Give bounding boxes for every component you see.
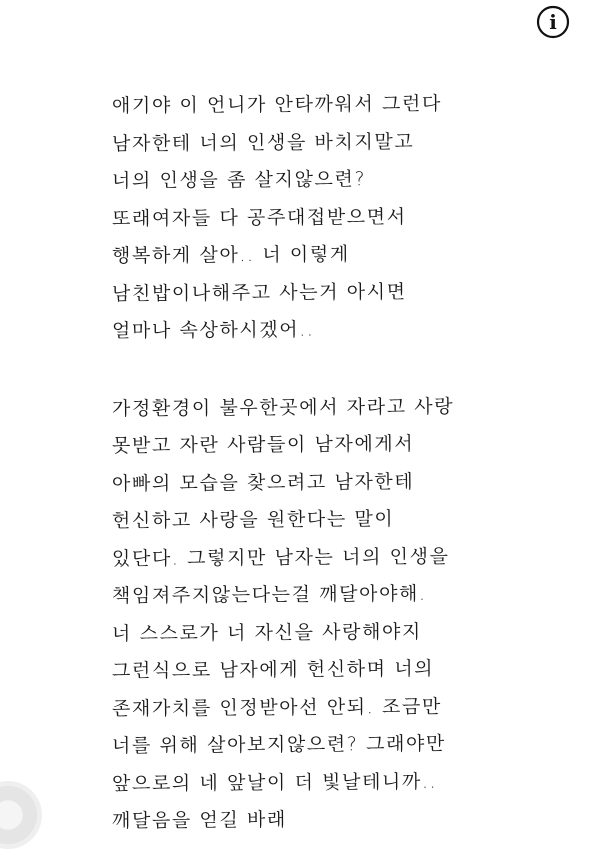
note-line: 헌신하고 사랑을 원한다는 말이 <box>111 508 395 532</box>
corner-decoration <box>0 781 42 849</box>
note-paragraph-2 <box>112 391 572 841</box>
note-line: 남자한테 너의 인생을 바치지말고 <box>111 130 415 155</box>
handwritten-note <box>112 88 572 841</box>
info-icon <box>535 4 571 40</box>
note-line: 아빠의 모습을 찾으려고 남자한테 <box>111 470 415 495</box>
note-line: 얼마나 속상하시겠어.. <box>111 318 315 342</box>
note-line: 앞으로의 네 앞날이 더 빛날테니까.. <box>111 770 438 795</box>
info-button[interactable] <box>535 4 571 40</box>
note-line: 책임져주지않는다는걸 깨달아야해. <box>111 582 427 607</box>
note-line: 또래여자들 다 공주대접받으면서 <box>111 205 407 230</box>
note-line: 행복하게 살아.. 너 이렇게 <box>111 243 350 267</box>
info-icon-glyph: i <box>549 10 557 34</box>
note-line: 너의 인생을 좀 살지않으련? <box>111 168 367 192</box>
note-line: 깨달음을 얻길 바래 <box>111 808 287 832</box>
note-line: 존재가치를 인정받아선 안되. 조금만 <box>111 695 442 720</box>
note-line: 남친밥이나해주고 사는거 아시면 <box>111 280 407 305</box>
note-line: 있단다. 그렇지만 남자는 너의 인생을 <box>111 545 450 570</box>
note-line: 너 스스로가 너 자신을 사랑해야지 <box>111 620 422 645</box>
note-line: 그런식으로 남자에게 헌신하며 너의 <box>111 657 435 682</box>
note-line: 너를 위해 살아보지않으련? 그래야만 <box>111 732 446 757</box>
note-line: 못받고 자란 사람들이 남자에게서 <box>111 432 415 457</box>
note-line: 가정환경이 불우한곳에서 자라고 사랑 <box>111 395 455 420</box>
note-paragraph-1 <box>112 88 572 351</box>
note-line: 애기야 이 언니가 안타까워서 그런다 <box>111 92 442 117</box>
